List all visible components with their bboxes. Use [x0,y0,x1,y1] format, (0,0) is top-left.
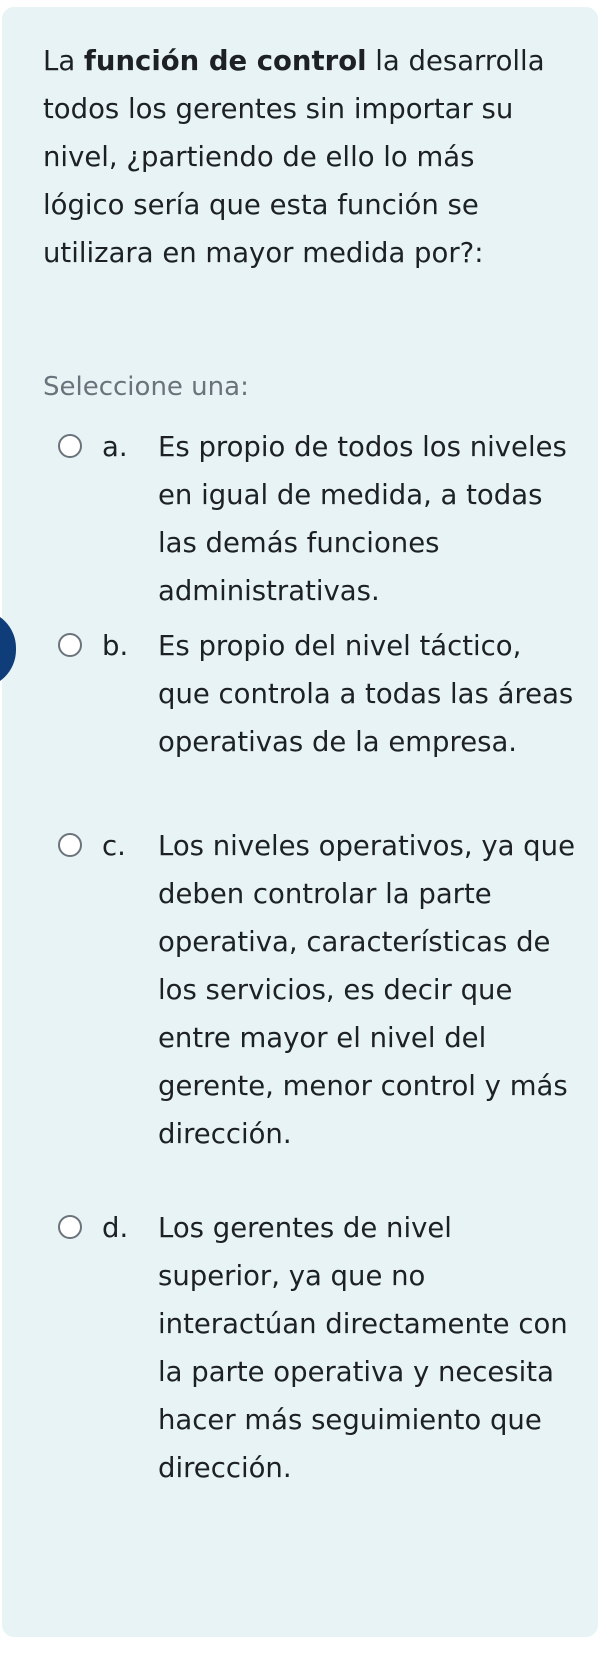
question-text-bold: función de control [83,45,367,77]
question-text-post: la desarrolla todos los gerentes sin importar su nivel, ¿partiendo de ello lo más lógico sería que esta función se utilizara en mayor medida por?: [43,45,545,269]
radio-button-d[interactable] [58,1215,82,1239]
option-text-c: Los niveles operativos, ya que deben controlar la parte operativa, características de los servicios, es decir que entre mayor el nivel del gerente, menor control y más dirección. [158,830,575,1150]
select-one-label: Seleccione una: [43,372,249,402]
option-text-b: Es propio del nivel táctico, que controla a todas las áreas operativas de la empresa. [158,630,574,758]
option-letter-c: c. [102,830,126,862]
question-card [2,7,598,1637]
option-text-d: Los gerentes de nivel superior, ya que no interactúan directamente con la parte operativa y necesita hacer más seguimiento que dirección. [158,1212,568,1484]
option-letter-a: a. [102,431,128,463]
radio-button-b[interactable] [58,633,82,657]
question-text [43,37,563,277]
option-letter-b: b. [102,630,129,662]
option-text-a: Es propio de todos los niveles en igual de medida, a todas las demás funciones administrativas. [158,431,567,607]
question-text-pre: La [43,45,84,77]
option-letter-d: d. [102,1212,129,1244]
radio-button-c[interactable] [58,833,82,857]
radio-button-a[interactable] [58,434,82,458]
